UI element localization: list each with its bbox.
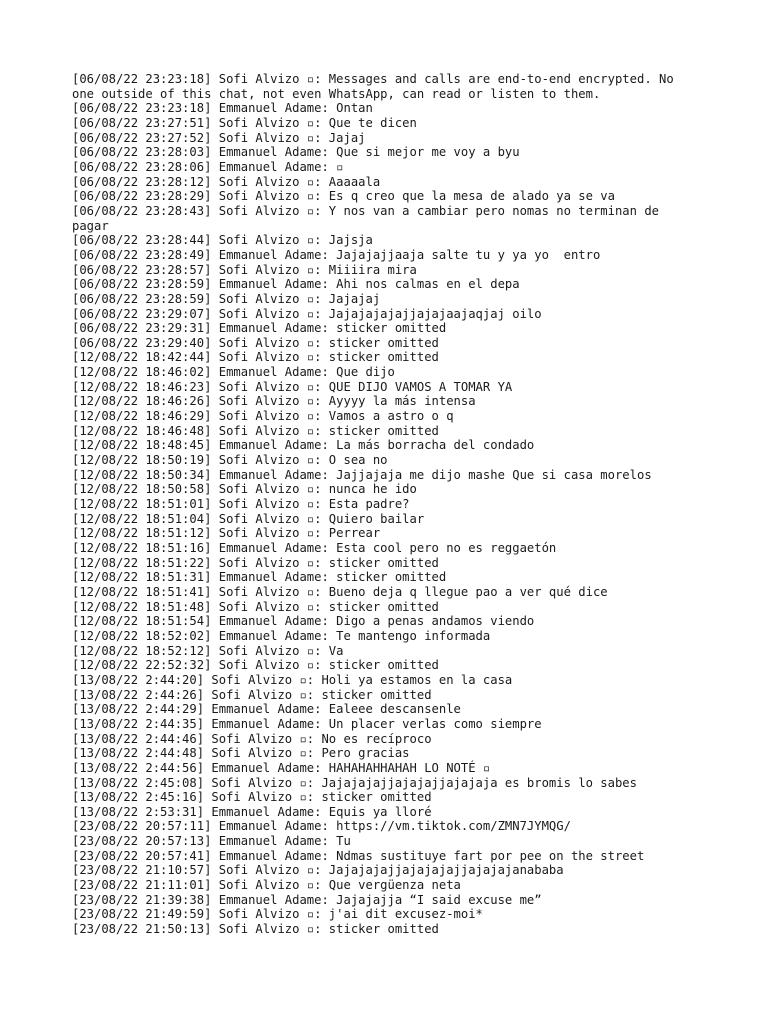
chat-message-line: [06/08/22 23:29:07] Sofi Alvizo ▫: Jajajajajajjajajaajaqjaj oilo [72,306,542,321]
chat-message-line: [06/08/22 23:28:03] Emmanuel Adame: Que si mejor me voy a byu [72,145,520,160]
chat-message-line: [06/08/22 23:28:43] Sofi Alvizo ▫: Y nos van a cambiar pero nomas no terminan de pagar [72,203,667,233]
chat-message-line: [23/08/22 21:39:38] Emmanuel Adame: Jajajajja “I said excuse me” [72,892,542,907]
chat-message-line: [06/08/22 23:28:29] Sofi Alvizo ▫: Es q creo que la mesa de alado ya se va [72,189,615,204]
chat-message-line: [06/08/22 23:29:40] Sofi Alvizo ▫: sticker omitted [72,335,439,350]
chat-message-line: [12/08/22 18:46:48] Sofi Alvizo ▫: sticker omitted [72,423,439,438]
chat-message-line: [13/08/22 2:45:16] Sofi Alvizo ▫: sticker omitted [72,790,432,805]
chat-message-line: [12/08/22 18:51:12] Sofi Alvizo ▫: Perrear [72,526,381,541]
chat-message-line: [06/08/22 23:27:51] Sofi Alvizo ▫: Que te dicen [72,115,417,130]
chat-message-line: [06/08/22 23:28:49] Emmanuel Adame: Jajajajjaaja salte tu y ya yo entro [72,247,601,262]
chat-message-line: [13/08/22 2:44:26] Sofi Alvizo ▫: sticker omitted [72,687,432,702]
chat-message-line: [12/08/22 18:51:04] Sofi Alvizo ▫: Quiero bailar [72,511,425,526]
chat-message-line: [12/08/22 18:46:29] Sofi Alvizo ▫: Vamos a astro o q [72,409,454,424]
chat-message-line: [12/08/22 22:52:32] Sofi Alvizo ▫: sticker omitted [72,658,439,673]
chat-message-line: [12/08/22 18:51:31] Emmanuel Adame: sticker omitted [72,570,447,585]
chat-message-line: [13/08/22 2:44:29] Emmanuel Adame: Ealeee descansenle [72,702,461,717]
chat-message-line: [12/08/22 18:42:44] Sofi Alvizo ▫: sticker omitted [72,350,439,365]
chat-message-line: [12/08/22 18:48:45] Emmanuel Adame: La más borracha del condado [72,438,535,453]
chat-message-line: [12/08/22 18:50:19] Sofi Alvizo ▫: O sea no [72,453,388,468]
chat-message-line: [06/08/22 23:27:52] Sofi Alvizo ▫: Jajaj [72,130,366,145]
chat-transcript [72,72,696,937]
chat-message-line: [23/08/22 21:10:57] Sofi Alvizo ▫: Jajajajajjajajajajjajajajanababa [72,863,564,878]
chat-message-line: [06/08/22 23:23:18] Sofi Alvizo ▫: Messages and calls are end-to-end encrypted. No one outside of this chat, not even WhatsApp, can read or listen to them. [72,72,682,101]
chat-message-line: [06/08/22 23:28:12] Sofi Alvizo ▫: Aaaaala [72,174,381,189]
chat-message-line: [13/08/22 2:44:46] Sofi Alvizo ▫: No es recíproco [72,731,432,746]
chat-message-line: [06/08/22 23:28:06] Emmanuel Adame: ▫ [72,159,344,174]
chat-message-line: [23/08/22 20:57:41] Emmanuel Adame: Ndmas sustituye fart por pee on the street [72,848,645,863]
chat-message-line: [06/08/22 23:28:57] Sofi Alvizo ▫: Miiiira mira [72,262,417,277]
chat-message-line: [13/08/22 2:44:56] Emmanuel Adame: HAHAHAHHAHAH LO NOTÉ ▫ [72,760,491,775]
chat-message-line: [12/08/22 18:46:02] Emmanuel Adame: Que dijo [72,365,395,380]
chat-message-line: [12/08/22 18:51:22] Sofi Alvizo ▫: sticker omitted [72,555,439,570]
chat-message-line: [12/08/22 18:50:34] Emmanuel Adame: Jajjajaja me dijo mashe Que si casa morelos [72,467,652,482]
chat-message-line: [13/08/22 2:45:08] Sofi Alvizo ▫: Jajajajajjajajajjajajaja es bromis lo sabes [72,775,637,790]
chat-message-line: [12/08/22 18:50:58] Sofi Alvizo ▫: nunca he ido [72,482,417,497]
chat-message-line: [12/08/22 18:46:23] Sofi Alvizo ▫: QUE DIJO VAMOS A TOMAR YA [72,379,513,394]
chat-message-line: [12/08/22 18:51:54] Emmanuel Adame: Digo a penas andamos viendo [72,614,535,629]
chat-message-line: [12/08/22 18:51:41] Sofi Alvizo ▫: Bueno deja q llegue pao a ver qué dice [72,584,608,599]
chat-message-line: [13/08/22 2:44:20] Sofi Alvizo ▫: Holi ya estamos en la casa [72,672,513,687]
chat-message-line: [06/08/22 23:23:18] Emmanuel Adame: Ontan [72,101,373,116]
chat-message-line: [12/08/22 18:51:48] Sofi Alvizo ▫: sticker omitted [72,599,439,614]
chat-message-line: [23/08/22 21:11:01] Sofi Alvizo ▫: Que vergüenza neta [72,878,461,893]
chat-message-line: [12/08/22 18:51:01] Sofi Alvizo ▫: Esta padre? [72,497,410,512]
chat-message-line: [06/08/22 23:29:31] Emmanuel Adame: sticker omitted [72,321,447,336]
chat-message-line: [23/08/22 21:50:13] Sofi Alvizo ▫: sticker omitted [72,922,439,937]
chat-message-line: [06/08/22 23:28:59] Sofi Alvizo ▫: Jajajaj [72,291,381,306]
chat-message-line: [06/08/22 23:28:59] Emmanuel Adame: Ahi nos calmas en el depa [72,277,520,292]
chat-message-line: [06/08/22 23:28:44] Sofi Alvizo ▫: Jajsja [72,233,373,248]
chat-message-line: [23/08/22 20:57:13] Emmanuel Adame: Tu [72,834,351,849]
chat-message-line: [12/08/22 18:52:12] Sofi Alvizo ▫: Va [72,643,344,658]
chat-message-line: [12/08/22 18:51:16] Emmanuel Adame: Esta cool pero no es reggaetón [72,541,557,555]
chat-message-line: [12/08/22 18:52:02] Emmanuel Adame: Te mantengo informada [72,628,491,643]
chat-message-line: [12/08/22 18:46:26] Sofi Alvizo ▫: Ayyyy la más intensa [72,394,476,409]
chat-message-line: [13/08/22 2:53:31] Emmanuel Adame: Equis ya lloré [72,804,432,819]
chat-message-line: [13/08/22 2:44:35] Emmanuel Adame: Un placer verlas como siempre [72,716,542,731]
chat-message-line: [23/08/22 21:49:59] Sofi Alvizo ▫: j'ai dit excusez-moi* [72,907,483,922]
chat-message-line: [23/08/22 20:57:11] Emmanuel Adame: https://vm.tiktok.com/ZMN7JYMQG/ [72,819,571,834]
chat-message-line: [13/08/22 2:44:48] Sofi Alvizo ▫: Pero gracias [72,746,410,761]
